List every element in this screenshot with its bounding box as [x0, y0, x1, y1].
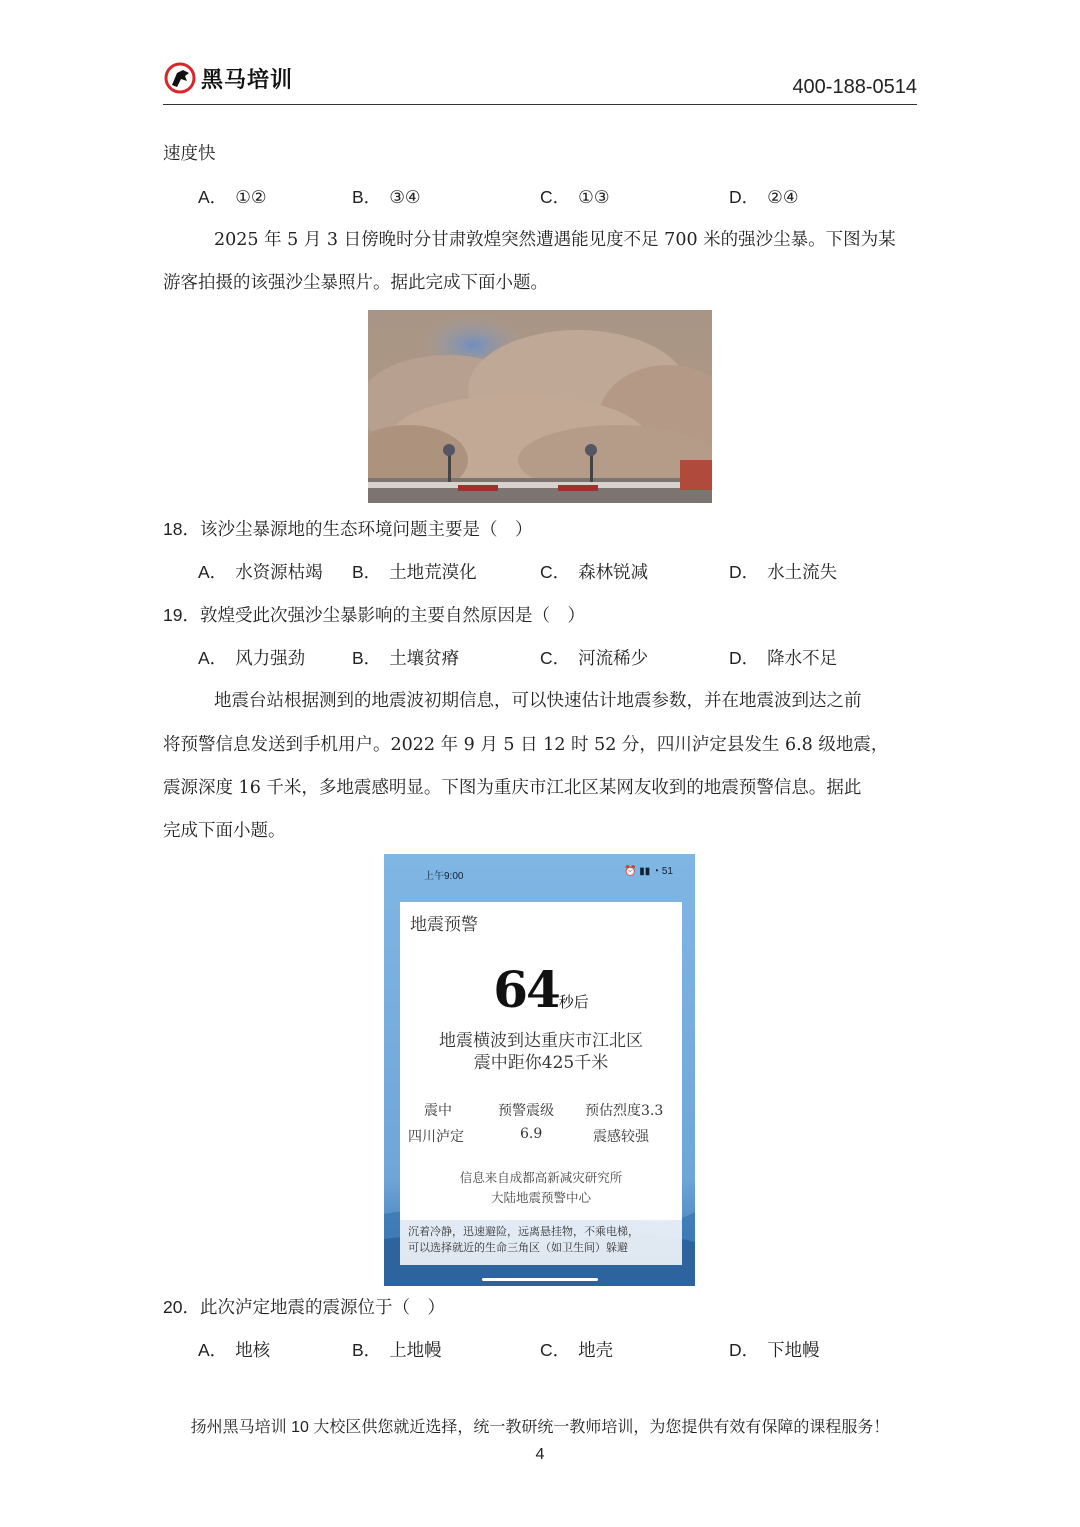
q19-option-a: A． 风力强劲 — [198, 648, 306, 669]
passage2-line4: 完成下面小题。 — [163, 821, 286, 841]
passage1-line2: 游客拍摄的该强沙尘暴照片。据此完成下面小题。 — [163, 273, 548, 293]
q19-option-d: D． 降水不足 — [729, 648, 838, 669]
alert-title: 地震预警 — [410, 915, 478, 935]
epicenter-label: 震中 — [424, 1103, 452, 1119]
q17-option-a: A． ①② — [198, 187, 267, 208]
source-line2: 大陆地震预警中心 — [490, 1190, 591, 1205]
safety-tip-line2: 可以选择就近的生命三角区（如卫生间）躲避 — [408, 1241, 628, 1254]
q20-option-a: A． 地核 — [198, 1340, 271, 1361]
source-line1: 信息来自成都高新减灾研究所 — [459, 1170, 623, 1185]
magnitude-value: 6.9 — [520, 1126, 543, 1142]
earthquake-alert-screenshot — [384, 854, 695, 1286]
passage2-line2: 将预警信息发送到手机用户。2022 年 9 月 5 日 12 时 52 分，四川泸定县发生 6.8 级地震， — [163, 735, 889, 755]
q18-stem: 18．该沙尘暴源地的生态环境问题主要是（ ） — [163, 519, 533, 540]
alert-distance-line: 震中距你425千米 — [473, 1053, 609, 1073]
intensity-label: 预估烈度3.3 — [585, 1103, 664, 1119]
q17-option-c: C． ①③ — [540, 187, 610, 208]
header-phone: 400-188-0514 — [792, 76, 917, 98]
q19-option-b: B． 土壤贫瘠 — [352, 648, 460, 669]
safety-tip-line1: 沉着冷静，迅速避险，远离悬挂物，不乘电梯， — [408, 1225, 639, 1238]
q19-stem: 19．敦煌受此次强沙尘暴影响的主要自然原因是（ ） — [163, 605, 585, 626]
passage2-line1: 地震台站根据测到的地震波初期信息，可以快速估计地震参数，并在地震波到达之前 — [214, 691, 862, 711]
phone-status-bar — [384, 854, 695, 890]
q17-tail-text: 速度快 — [163, 144, 216, 164]
battery-level: 51 — [661, 866, 673, 877]
sandstorm-photo — [368, 310, 712, 503]
q18-option-c: C． 森林锐减 — [540, 562, 649, 583]
alert-arrival-line: 地震横波到达重庆市江北区 — [439, 1031, 643, 1051]
countdown: 64秒后 — [493, 960, 589, 1019]
q18-option-d: D． 水土流失 — [729, 562, 838, 583]
q18-option-b: B． 土地荒漠化 — [352, 562, 477, 583]
brand-logo — [163, 60, 293, 96]
home-indicator — [482, 1278, 598, 1281]
q19-option-c: C． 河流稀少 — [540, 648, 649, 669]
q17-option-b: B． ③④ — [352, 187, 421, 208]
magnitude-label: 预警震级 — [498, 1103, 554, 1119]
passage1-line1: 2025 年 5 月 3 日傍晚时分甘肃敦煌突然遭遇能见度不足 700 米的强沙尘暴。下图为某 — [214, 230, 896, 250]
safety-tip — [400, 1220, 682, 1265]
passage2-line3: 震源深度 16 千米，多地震感明显。下图为重庆市江北区某网友收到的地震预警信息。据此 — [163, 778, 862, 798]
q20-option-b: B． 上地幔 — [352, 1340, 442, 1361]
footer-slogan: 扬州黑马培训 10 大校区供您就近选择，统一教研统一教师培训，为您提供有效有保障的课程服务！ — [190, 1419, 890, 1436]
q18-option-a: A． 水资源枯竭 — [198, 562, 323, 583]
alert-card — [400, 902, 682, 1220]
horse-logo-icon — [163, 61, 197, 95]
header-divider — [163, 104, 917, 105]
page-number: 4 — [535, 1446, 545, 1463]
q20-option-c: C． 地壳 — [540, 1340, 614, 1361]
intensity-value: 震感较强 — [593, 1129, 649, 1145]
q20-option-d: D． 下地幔 — [729, 1340, 820, 1361]
status-time: 上午9:00 — [424, 871, 464, 882]
brand-name: 黑马培训 — [201, 67, 294, 93]
q17-option-d: D． ②④ — [729, 187, 799, 208]
epicenter-value: 四川泸定 — [408, 1129, 464, 1145]
status-icons: ⏰ ▮▮ ◔ 51 — [624, 866, 673, 877]
q20-stem: 20．此次泸定地震的震源位于（ ） — [163, 1297, 445, 1318]
